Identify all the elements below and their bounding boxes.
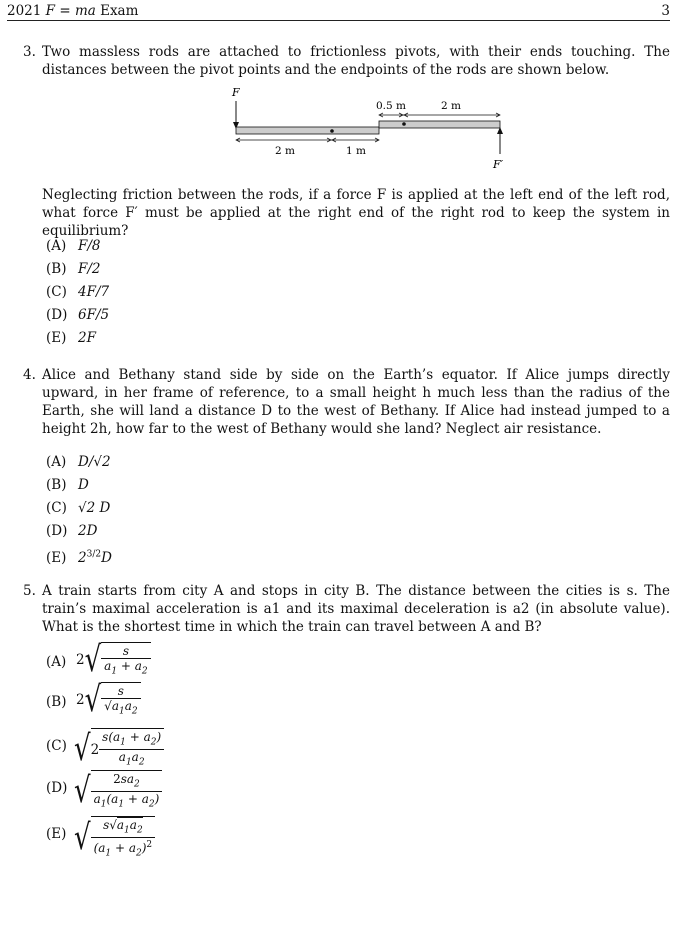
question-5-stem: [23, 582, 670, 636]
question-3-intro: Two massless rods are attached to frictionless pivots, with their ends touching. The distances between the pivot points and the endpoints of the rods are shown below.: [42, 44, 670, 78]
force-right-label: F′: [493, 158, 504, 171]
dim-left-1m: 1 m: [346, 145, 366, 157]
question-3-prompt-text: Neglecting friction between the rods, if a force F is applied at the left end of the left rod, what force F′ must be applied at the right end of the right rod to keep the system in equilibrium?: [42, 187, 670, 239]
right-pivot: [402, 122, 406, 126]
formula-5a: 2√ $\frac{s}{a_1 + a_2}$: [76, 642, 151, 678]
formula-5c: √2 $\frac{s(a_1 + a_2)}{a_1a_2}$: [74, 728, 164, 770]
choice-3e[interactable]: (E) 2F: [46, 330, 96, 346]
left-pivot: [330, 129, 334, 133]
dim-left-2m: 2 m: [275, 145, 295, 157]
exam-title: 2021 F = ma Exam: [7, 3, 139, 19]
question-number: 5.: [23, 583, 36, 599]
question-3-stem: [23, 43, 670, 79]
question-5-text: A train starts from city A and stops in city B. The distance between the cities is s. The train’s maximal acceleration is a1 and its maximal deceleration is a2 (in absolute value). What is the shortest time in which the train can travel between A and B?: [42, 583, 670, 635]
choice-3d[interactable]: (D) 6F/5: [46, 307, 110, 323]
question-number: 4.: [23, 367, 36, 383]
choice-3c[interactable]: (C) 4F/7: [46, 284, 110, 300]
choice-3b[interactable]: (B) F/2: [46, 261, 101, 277]
question-number: 3.: [23, 44, 36, 60]
formula-5b: 2√ $\frac{s}{√a_1a_2}$: [76, 682, 141, 718]
question-4-text: Alice and Bethany stand side by side on the Earth’s equator. If Alice jumps directly upward, in her frame of reference, to a small height h much less than the radius of the Earth, she will land a distance D to the west of Bethany. If Alice had instead jumped to a height 2h, how far to the west of Bethany would she land? Neglect air resistance.: [42, 367, 670, 437]
question-3-choices: [46, 235, 109, 350]
force-left-label: F: [232, 86, 240, 99]
question-4-choices: [46, 451, 112, 566]
dim-right-2m: 2 m: [441, 100, 461, 112]
formula-5e: √ $\frac{s√a_1a_2}{(a_1 + a_2)^2}$: [74, 816, 155, 861]
question-3-prompt: [42, 186, 670, 240]
formula-5d: √ $\frac{2sa_2}{a_1(a_1 + a_2)}$: [74, 770, 162, 812]
right-rod: [379, 121, 500, 128]
page-header: [7, 2, 670, 21]
choice-4a[interactable]: (A) D/√2: [46, 454, 111, 470]
page-number: 3: [661, 3, 670, 19]
choice-4d[interactable]: (D) 2D: [46, 523, 98, 539]
rods-diagram: [225, 84, 515, 180]
left-rod: [236, 127, 379, 134]
question-5-choices: (A) 2√ $\frac{s}{a_1 + a_2}$ (B) 2√ $\frac{s}{√a_1a_2}$ (C) √2 $\frac{s(a_1 + a_2)}{a_1a_2}$ (D) √ $\frac{2sa_2}{a_1(a_1 + a_2)}$ (E) √ $\frac{s√a_1a_2}{(a_1 + a_2)^2}$: [46, 640, 346, 860]
question-4-stem: [23, 366, 670, 438]
dim-right-05m: 0.5 m: [376, 100, 406, 112]
choice-3a[interactable]: (A) F/8: [46, 238, 101, 254]
choice-4e[interactable]: (E) $2^{3/2}D$: [46, 549, 112, 566]
choice-4b[interactable]: (B) D: [46, 477, 89, 493]
choice-4c[interactable]: (C) √2 D: [46, 500, 111, 516]
